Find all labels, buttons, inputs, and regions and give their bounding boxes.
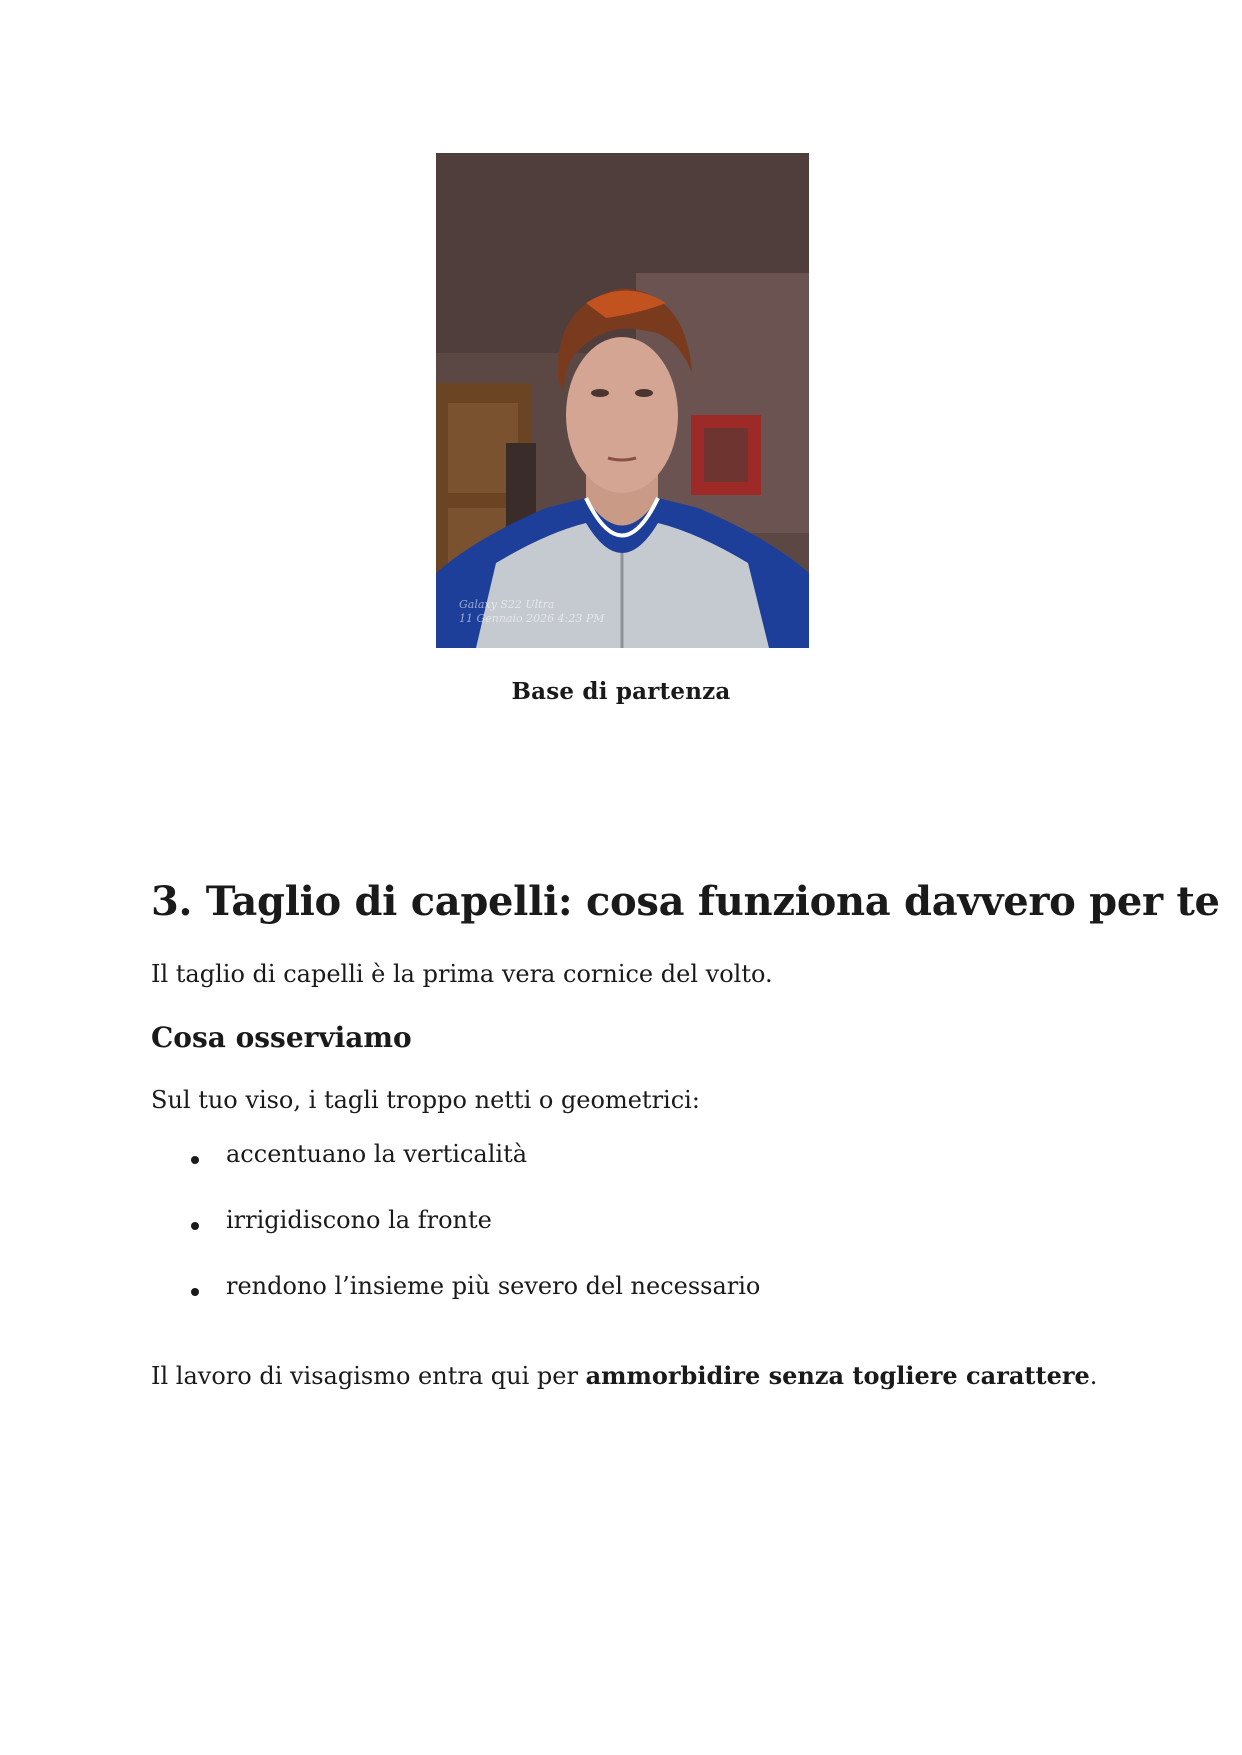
closing-punctuation: . (1089, 1362, 1098, 1390)
portrait-illustration (436, 153, 809, 648)
intro-paragraph: Il taglio di capelli è la prima vera cornice del volto. (151, 960, 773, 988)
closing-text: Il lavoro di visagismo entra qui per (151, 1362, 586, 1390)
photo-device-label: Galaxy S22 Ultra (459, 598, 555, 611)
portrait-photo (436, 153, 809, 648)
closing-emphasis: ammorbidire senza togliere carattere (585, 1361, 1090, 1390)
subheading: Cosa osserviamo (151, 1021, 412, 1054)
photo-caption: Base di partenza (511, 678, 731, 705)
closing-paragraph (151, 1361, 1097, 1390)
list-item (151, 1206, 1051, 1272)
list-item-text: rendono l’insieme più severo del necessario (226, 1272, 761, 1300)
bullet-icon (191, 1288, 199, 1296)
list-item (151, 1140, 1051, 1206)
bullet-list (151, 1140, 1051, 1338)
bullet-icon (191, 1222, 199, 1230)
list-item-text: irrigidiscono la fronte (226, 1206, 492, 1234)
photo-date-label: 11 Gennaio 2026 4:23 PM (459, 612, 605, 625)
bullet-icon (191, 1156, 199, 1164)
section-heading: 3. Taglio di capelli: cosa funziona davvero per te (151, 878, 1220, 925)
photo-timestamp (459, 598, 605, 626)
lead-paragraph: Sul tuo viso, i tagli troppo netti o geometrici: (151, 1086, 700, 1114)
list-item-text: accentuano la verticalità (226, 1140, 528, 1168)
list-item (151, 1272, 1051, 1338)
